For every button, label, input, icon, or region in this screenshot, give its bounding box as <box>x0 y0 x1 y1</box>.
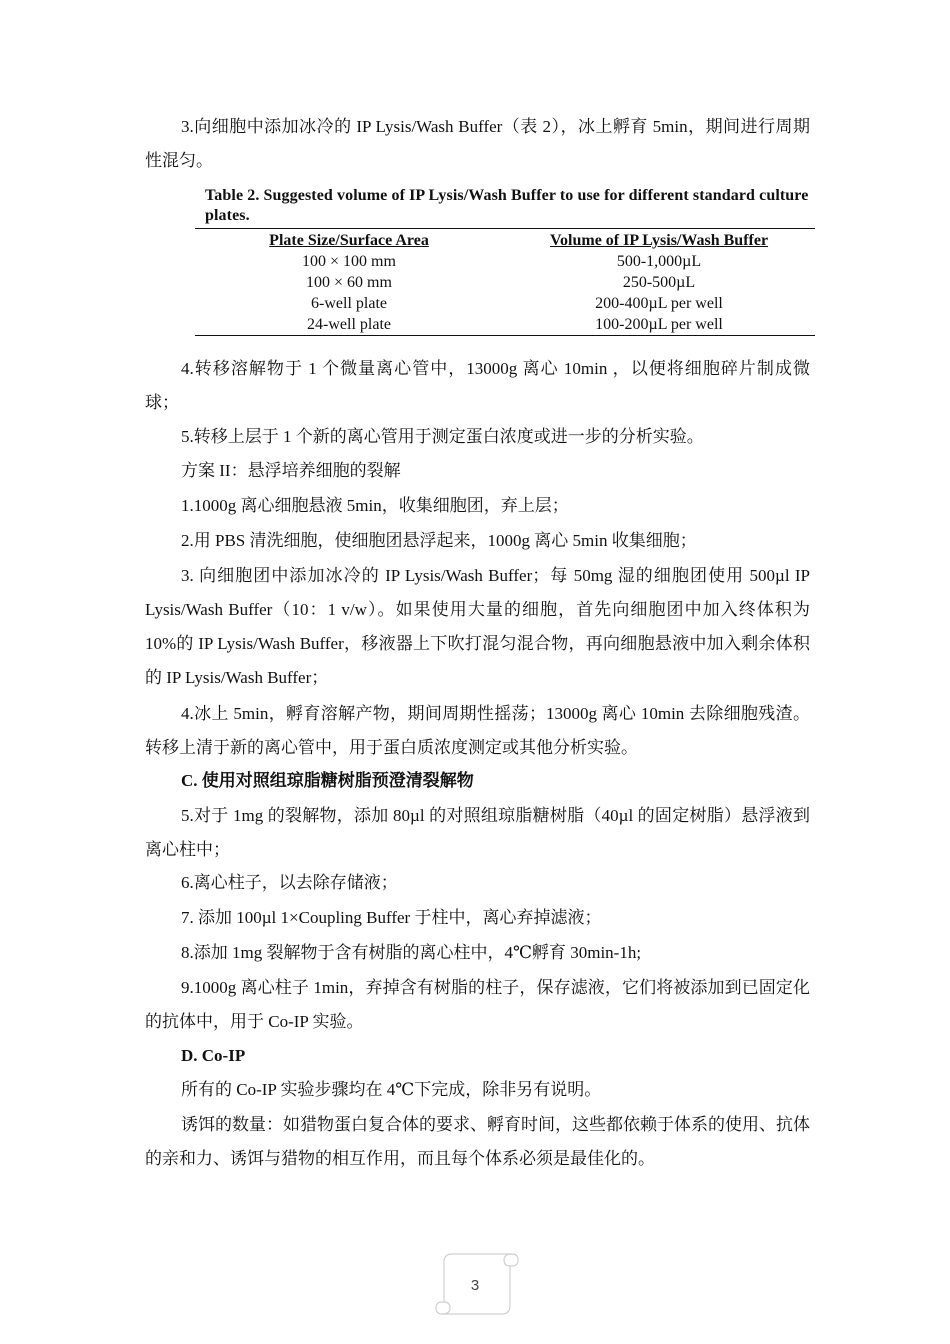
co-ip-note: 所有的 Co-IP 实验步骤均在 4℃下完成，除非另有说明。 <box>181 1080 602 1099</box>
plan-2-title: 方案 II：悬浮培养细胞的裂解 <box>181 461 401 480</box>
suspension-step-2: 2.用 PBS 清洗细胞，使细胞团悬浮起来，1000g 离心 5min 收集细胞； <box>181 531 697 550</box>
step-5-transfer-supernatant: 5.转移上层于 1 个新的离心管用于测定蛋白浓度或进一步的分析实验。 <box>181 427 704 446</box>
table-cell: 100-200µL per well <box>595 316 723 333</box>
table-cell: 250-500µL <box>622 274 696 291</box>
table-header-row <box>195 229 815 252</box>
preclear-step-8: 8.添加 1mg 裂解物于含有树脂的离心柱中，4℃孵育 30min-1h; <box>181 943 642 962</box>
section-d-heading: D. Co-IP <box>181 1046 246 1065</box>
preclear-step-9: 9.1000g 离心柱子 1min，弃掉含有树脂的柱子，保存滤液，它们将被添加到已固定化的抗体中，用于 Co-IP 实验。 <box>145 978 810 1031</box>
suspension-step-1: 1.1000g 离心细胞悬液 5min，收集细胞团，弃上层； <box>181 496 569 515</box>
suspension-step-3: 3. 向细胞团中添加冰冷的 IP Lysis/Wash Buffer；每 50mg 湿的细胞团使用 500µl IP Lysis/Wash Buffer（10：1 v/w）。如果使用大量的细胞，首先向细胞团中加入终体积为 10%的 IP Lysis/Wash Buffer，移液器上下吹打混匀混合物，再向细胞悬液中加入剩余体积的 IP Lysis/Wash Buffer； <box>145 566 810 687</box>
page-number: 3 <box>470 1277 480 1294</box>
table-cell: 100 × 60 mm <box>306 274 392 291</box>
column-header: Plate Size/Surface Area <box>269 232 429 249</box>
table-caption: Table 2. Suggested volume of IP Lysis/Wash Buffer to use for different standard culture plates. <box>205 187 809 224</box>
column-header: Volume of IP Lysis/Wash Buffer <box>549 232 769 249</box>
preclear-step-5: 5.对于 1mg 的裂解物，添加 80µl 的对照组琼脂糖树脂（40µl 的固定树脂）悬浮液到离心柱中； <box>145 806 810 859</box>
table-row <box>195 314 815 336</box>
table-row <box>195 272 815 293</box>
suspension-step-4: 4.冰上 5min，孵育溶解产物，期间周期性摇荡；13000g 离心 10min 去除细胞残渣。转移上清于新的离心管中，用于蛋白质浓度测定或其他分析实验。 <box>145 704 810 757</box>
table-cell: 6-well plate <box>311 295 387 312</box>
step-3-add-buffer: 3.向细胞中添加冰冷的 IP Lysis/Wash Buffer（表 2），冰上孵育 5min，期间进行周期性混匀。 <box>145 117 810 170</box>
volume-table <box>195 228 815 336</box>
section-c-heading: C. 使用对照组琼脂糖树脂预澄清裂解物 <box>181 771 474 790</box>
table-cell: 500-1,000µL <box>616 253 702 270</box>
step-4-transfer-lysate: 4.转移溶解物于 1 个微量离心管中，13000g 离心 10min ，以便将细胞碎片制成微球； <box>145 359 810 412</box>
preclear-step-6: 6.离心柱子，以去除存储液； <box>181 873 398 892</box>
bait-quantity-paragraph: 诱饵的数量：如猎物蛋白复合体的要求、孵育时间，这些都依赖于体系的使用、抗体的亲和力、诱饵与猎物的相互作用，而且每个体系必须是最佳化的。 <box>145 1115 810 1168</box>
table-cell: 200-400µL per well <box>595 295 723 312</box>
table-cell: 100 × 100 mm <box>302 253 396 270</box>
table-cell: 24-well plate <box>307 316 391 333</box>
preclear-step-7: 7. 添加 100µl 1×Coupling Buffer 于柱中，离心弃掉滤液； <box>181 908 602 927</box>
buffer-volume-table <box>195 186 815 336</box>
table-row <box>195 293 815 314</box>
page-footer <box>430 1252 520 1320</box>
table-row <box>195 251 815 272</box>
